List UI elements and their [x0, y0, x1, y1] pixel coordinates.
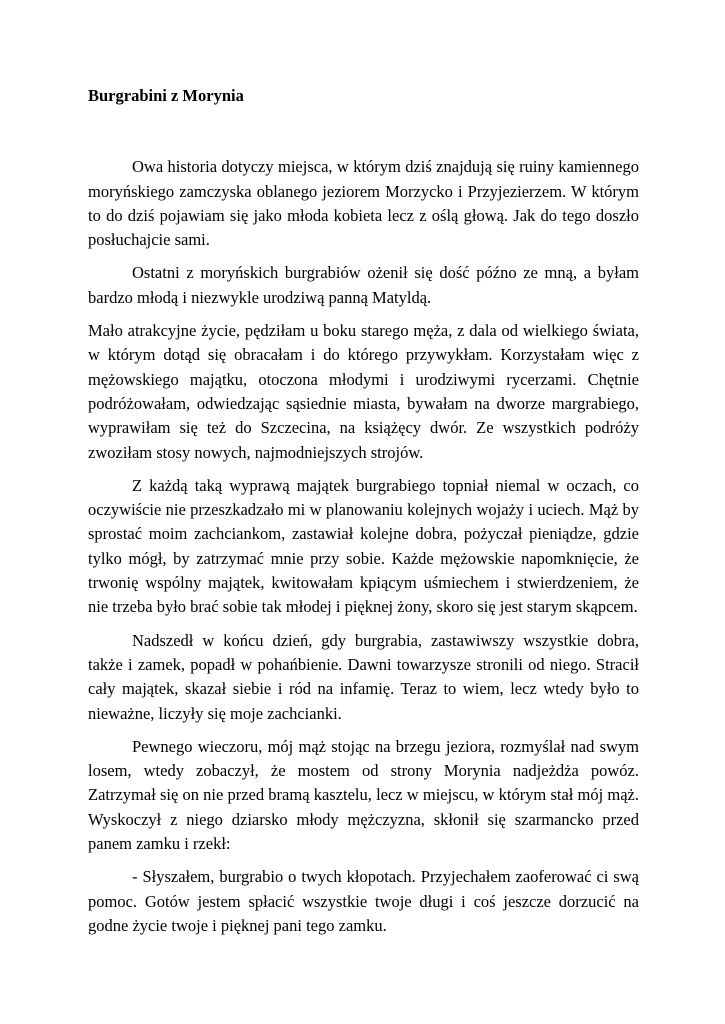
paragraph-3: Mało atrakcyjne życie, pędziłam u boku starego męża, z dala od wielkiego świata, w którym dotąd się obracałam i do którego przywykłam. Korzystałam więc z mężowskiego majątku, otoczona młodymi i urodziwymi rycerzami. Chętnie podróżowałam, odwiedzając sąsiednie miasta, bywałam na dworze margrabiego, wyprawiłam się też do Szczecina, na książęcy dwór. Ze wszystkich podróży zwoziłam stosy nowych, najmodniejszych strojów. [88, 321, 639, 462]
paragraph-1: Owa historia dotyczy miejsca, w którym dziś znajdują się ruiny kamiennego moryńskiego zamczyska oblanego jeziorem Morzycko i Przyjezierzem. W którym to do dziś pojawiam się jako młoda kobieta lecz z oślą głową. Jak do tego doszło posłuchajcie sami. [88, 157, 639, 250]
paragraph-7: - Słyszałem, burgrabio o twych kłopotach. Przyjechałem zaoferować ci swą pomoc. Gotów jestem spłacić wszystkie twoje długi i coś jeszcze dorzucić na godne życie twoje i pięknej pani tego zamku. [88, 867, 639, 935]
document-body [88, 84, 639, 947]
paragraph-6: Pewnego wieczoru, mój mąż stojąc na brzegu jeziora, rozmyślał nad swym losem, wtedy zobaczył, że mostem od strony Morynia nadjeżdża powóz. Zatrzymał się on nie przed bramą kasztelu, lecz w miejscu, w którym stał mój mąż. Wyskoczył z niego dziarsko młody mężczyzna, skłonił się szarmancko przed panem zamku i rzekł: [88, 736, 639, 854]
paragraph-5: Nadszedł w końcu dzień, gdy burgrabia, zastawiwszy wszystkie dobra, także i zamek, popadł w pohańbienie. Dawni towarzysze stronili od niego. Stracił cały majątek, skazał siebie i ród na infamię. Teraz to wiem, lecz wtedy było to nieważne, liczyły się moje zachcianki. [88, 630, 639, 723]
paragraph-2: Ostatni z moryńskich burgrabiów ożenił się dość późno ze mną, a byłam bardzo młodą i niezwykle urodziwą panną Matyldą. [88, 263, 639, 307]
document-title: Burgrabini z Morynia [88, 86, 244, 105]
paragraph-4: Z każdą taką wyprawą majątek burgrabiego topniał niemal w oczach, co oczywiście nie przeszkadzało mi w planowaniu kolejnych wojaży i uciech. Mąż by sprostać moim zachciankom, zastawiał kolejne dobra, pożyczał pieniądze, gdzie tylko mógł, by zatrzymać mnie przy sobie. Każde mężowskie napomknięcie, że trwonię wspólny majątek, kwitowałam kpiącym uśmiechem i stwierdzeniem, że nie trzeba było brać sobie tak młodej i pięknej żony, skoro się jest starym skąpcem. [88, 475, 639, 617]
